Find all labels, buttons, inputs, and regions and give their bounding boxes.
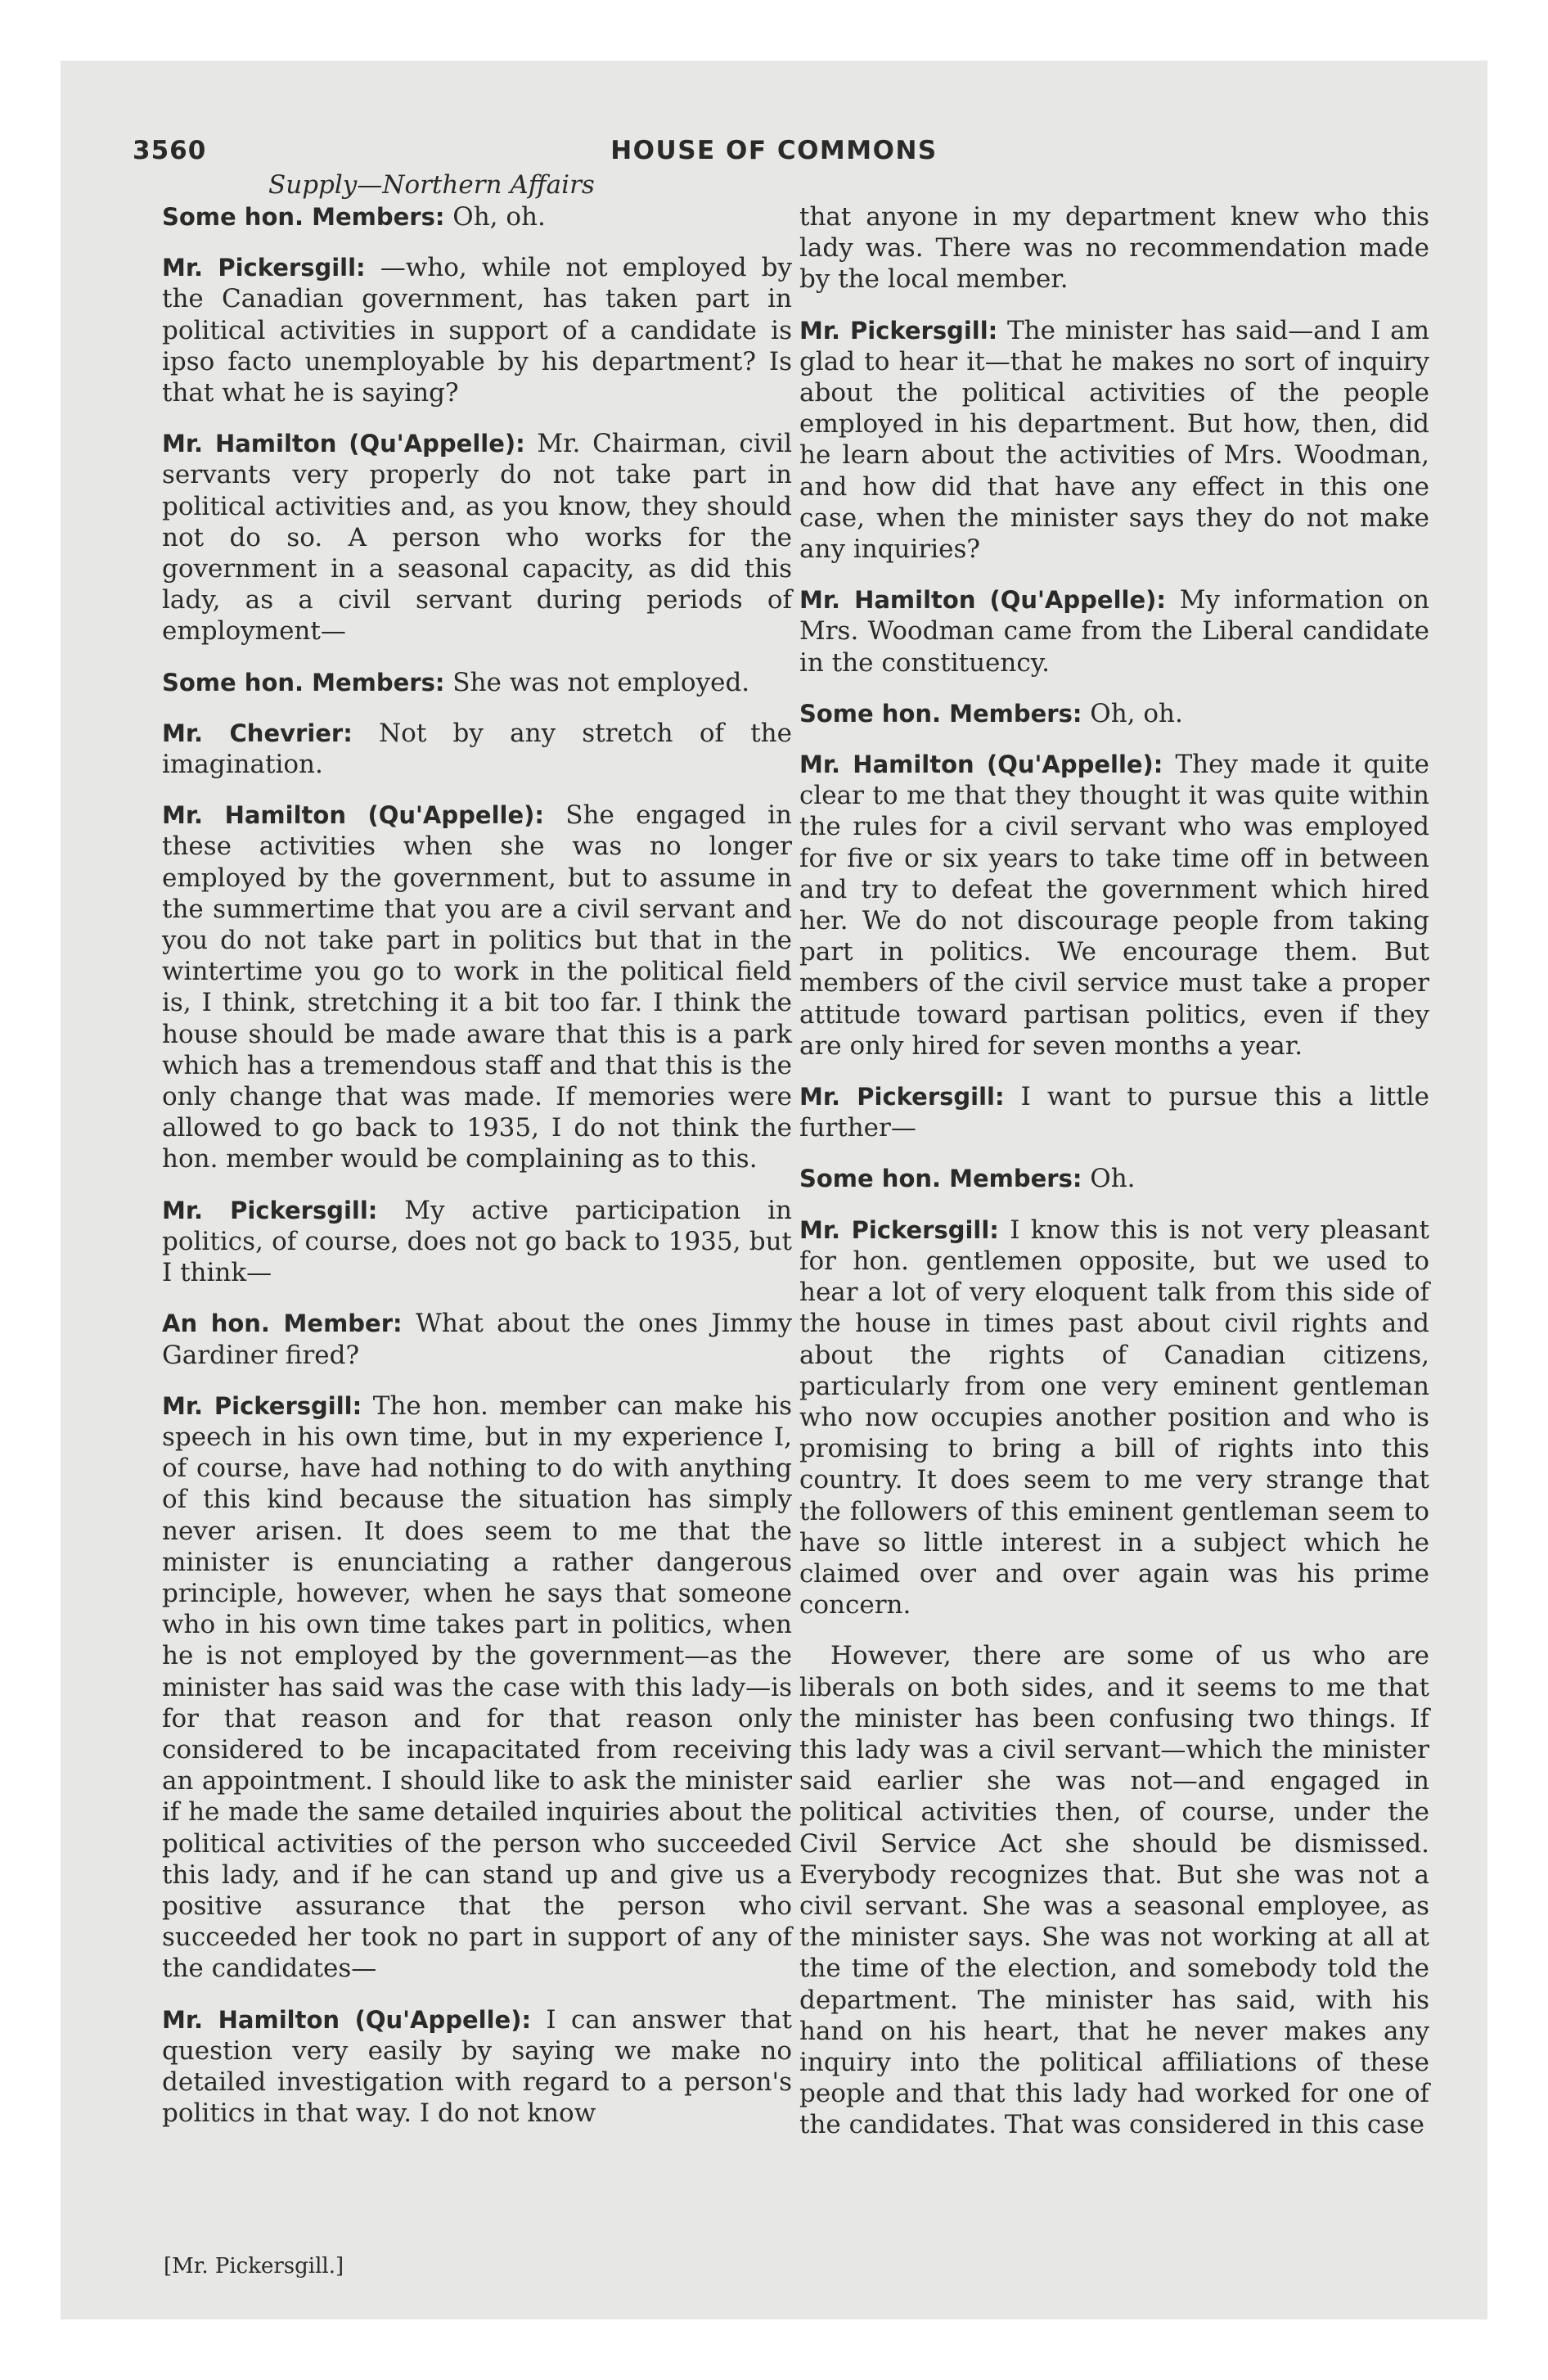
- speaker-name: Mr. Hamilton (Qu'Appelle):: [799, 586, 1166, 615]
- speech-text: My active participation in politics, of course, does not go back to 1935, but I think—: [162, 1195, 792, 1288]
- speech-paragraph: [799, 315, 1429, 566]
- speaker-name: Some hon. Members:: [162, 668, 445, 696]
- speech-text: The hon. member can make his speech in his own time, but in my experience I, of course, have had nothing to do with anything of this kind because the situation has simply never arisen. It does seem to me that the minister is enunciating a rather dangerous principle, however, when he says that someone who in his own time takes part in politics, when he is not employed by the government—as the minister has said was the case with this lady—is for that reason and for that reason only considered to be incapacitated from receiving an appointment. I should like to ask the minister if he made the same detailed inquiries about the political activities of the person who succeeded this lady, and if he can stand up and give us a positive assurance that the person who succeeded her took no part in support of any of the candidates—: [162, 1391, 792, 1984]
- speech-text: What about the ones Jimmy Gardiner fired?: [162, 1309, 793, 1370]
- speech-paragraph: [799, 584, 1429, 678]
- speaker-name: Mr. Pickersgill:: [799, 316, 998, 345]
- speech-paragraph: [162, 1308, 792, 1370]
- speaker-name: Some hon. Members:: [799, 699, 1082, 728]
- speech-text: I want to pursue this a little further—: [799, 1082, 1429, 1143]
- speech-text: She was not employed.: [444, 667, 750, 697]
- speech-text: Oh.: [1082, 1164, 1136, 1194]
- speech-text: Oh, oh.: [444, 202, 546, 232]
- speech-text: Mr. Chairman, civil servants very properly do not take part in political activities and, as you know, they should not do so. A person who works for the government in a seasonal capacity, as did this lady, as a civil servant during periods of employment—: [162, 429, 792, 647]
- speech-text: She engaged in these activities when she was no longer employed by the government, but to assume in the summertime that you are a civil servant and you do not take part in politics but that in the wintertime you go to work in the political field is, I think, stretching it a bit too far. I think the house should be made aware that this is a park which has a tremendous staff and that this is the only change that was made. If memories were allowed to go back to 1935, I do not think the hon. member would be complaining as to this.: [162, 800, 792, 1174]
- speech-paragraph: [162, 667, 792, 698]
- speech-paragraph: [162, 2004, 792, 2130]
- speech-paragraph: [799, 201, 1429, 295]
- speech-paragraph: [799, 749, 1429, 1062]
- speaker-name: Some hon. Members:: [799, 1165, 1082, 1193]
- right-column: [799, 201, 1429, 2161]
- running-title: Supply—Northern Affairs: [268, 170, 595, 200]
- speech-text: However, there are some of us who are liberals on both sides, and it seems to me that the minister has been confusing two things. If this lady was a civil servant—which the minister said earlier she was not—and engaged in political activities then, of course, under the Civil Service Act she should be dismissed. Everybody recognizes that. But she was not a civil servant. She was a seasonal employee, as the minister says. She was not working at all at the time of the election, and somebody told the department. The minister has said, with his hand on his heart, that he never makes any inquiry into the political affiliations of these people and that this lady had worked for one of the candidates. That was considered in this case: [799, 1641, 1429, 2140]
- speech-paragraph: [162, 718, 792, 780]
- speech-paragraph: [799, 1163, 1429, 1194]
- speaker-name: Mr. Pickersgill:: [162, 1391, 362, 1420]
- speaker-name: Mr. Hamilton (Qu'Appelle):: [162, 2005, 532, 2034]
- speaker-name: An hon. Member:: [162, 1309, 403, 1338]
- speaker-name: Mr. Pickersgill:: [799, 1215, 999, 1244]
- speaker-name: Mr. Hamilton (Qu'Appelle):: [162, 430, 525, 458]
- speaker-name: Mr. Pickersgill:: [162, 254, 366, 282]
- speech-text: —who, while not employed by the Canadian government, has taken part in political activities in support of a candidate is ipso facto unemployable by his department? Is that what he is saying?: [162, 253, 792, 408]
- page-number: 3560: [133, 136, 207, 165]
- speaker-name: Some hon. Members:: [162, 203, 445, 231]
- speech-text: that anyone in my department knew who this lady was. There was no recommendation made by the local member.: [799, 202, 1429, 295]
- speech-paragraph: [799, 1640, 1429, 2140]
- hansard-page: [61, 61, 1487, 2319]
- left-column: [162, 201, 792, 2148]
- page-header-title: HOUSE OF COMMONS: [610, 136, 938, 165]
- speaker-name: Mr. Pickersgill:: [799, 1083, 1005, 1111]
- speech-text: They made it quite clear to me that they thought it was quite within the rules for a civil servant who was employed for five or six years to take time off in between and try to defeat the government which hired her. We do not discourage people from taking part in politics. We encourage them. But members of the civil service must take a proper attitude toward partisan politics, even if they are only hired for seven months a year.: [799, 750, 1429, 1061]
- speaker-name: Mr. Hamilton (Qu'Appelle):: [799, 751, 1163, 779]
- speech-paragraph: [162, 201, 792, 232]
- speech-paragraph: [162, 800, 792, 1174]
- speech-paragraph: [162, 1391, 792, 1985]
- speech-text: I know this is not very pleasant for hon. gentlemen opposite, but we used to hear a lot of very eloquent talk from this side of the house in times past about civil rights and about the rights of Canadian citizens, particularly from one very eminent gentleman who now occupies another position and who is promising to bring a bill of rights into this country. It does seem to me very strange that the followers of this eminent gentleman seem to have so little interest in a subject which he claimed over and over again was his prime concern.: [799, 1215, 1429, 1620]
- speech-paragraph: [162, 1195, 792, 1289]
- speech-paragraph: [799, 698, 1429, 729]
- speech-paragraph: [799, 1081, 1429, 1143]
- speech-text: Not by any stretch of the imagination.: [162, 718, 792, 780]
- speaker-name: Mr. Hamilton (Qu'Appelle):: [162, 801, 544, 830]
- speech-paragraph: [162, 428, 792, 647]
- speaker-name: Mr. Chevrier:: [162, 719, 353, 747]
- speaker-name: Mr. Pickersgill:: [162, 1196, 378, 1224]
- speech-paragraph: [162, 252, 792, 408]
- speech-text: My information on Mrs. Woodman came from the Liberal candidate in the constituency.: [799, 585, 1429, 678]
- speech-text: Oh, oh.: [1082, 698, 1183, 728]
- speech-paragraph: [799, 1215, 1429, 1621]
- footer-speaker-tag: [Mr. Pickersgill.]: [164, 2254, 344, 2279]
- speech-text: I can answer that question very easily by saying we make no detailed investigation with regard to a person's politics in that way. I do not know: [162, 2004, 792, 2129]
- speech-text: The minister has said—and I am glad to hear it—that he makes no sort of inquiry about the political activities of the people employed in his department. But how, then, did he learn about the activities of Mrs. Woodman, and how did that have any effect in this one case, when the minister says they do not make any inquiries?: [799, 315, 1429, 565]
